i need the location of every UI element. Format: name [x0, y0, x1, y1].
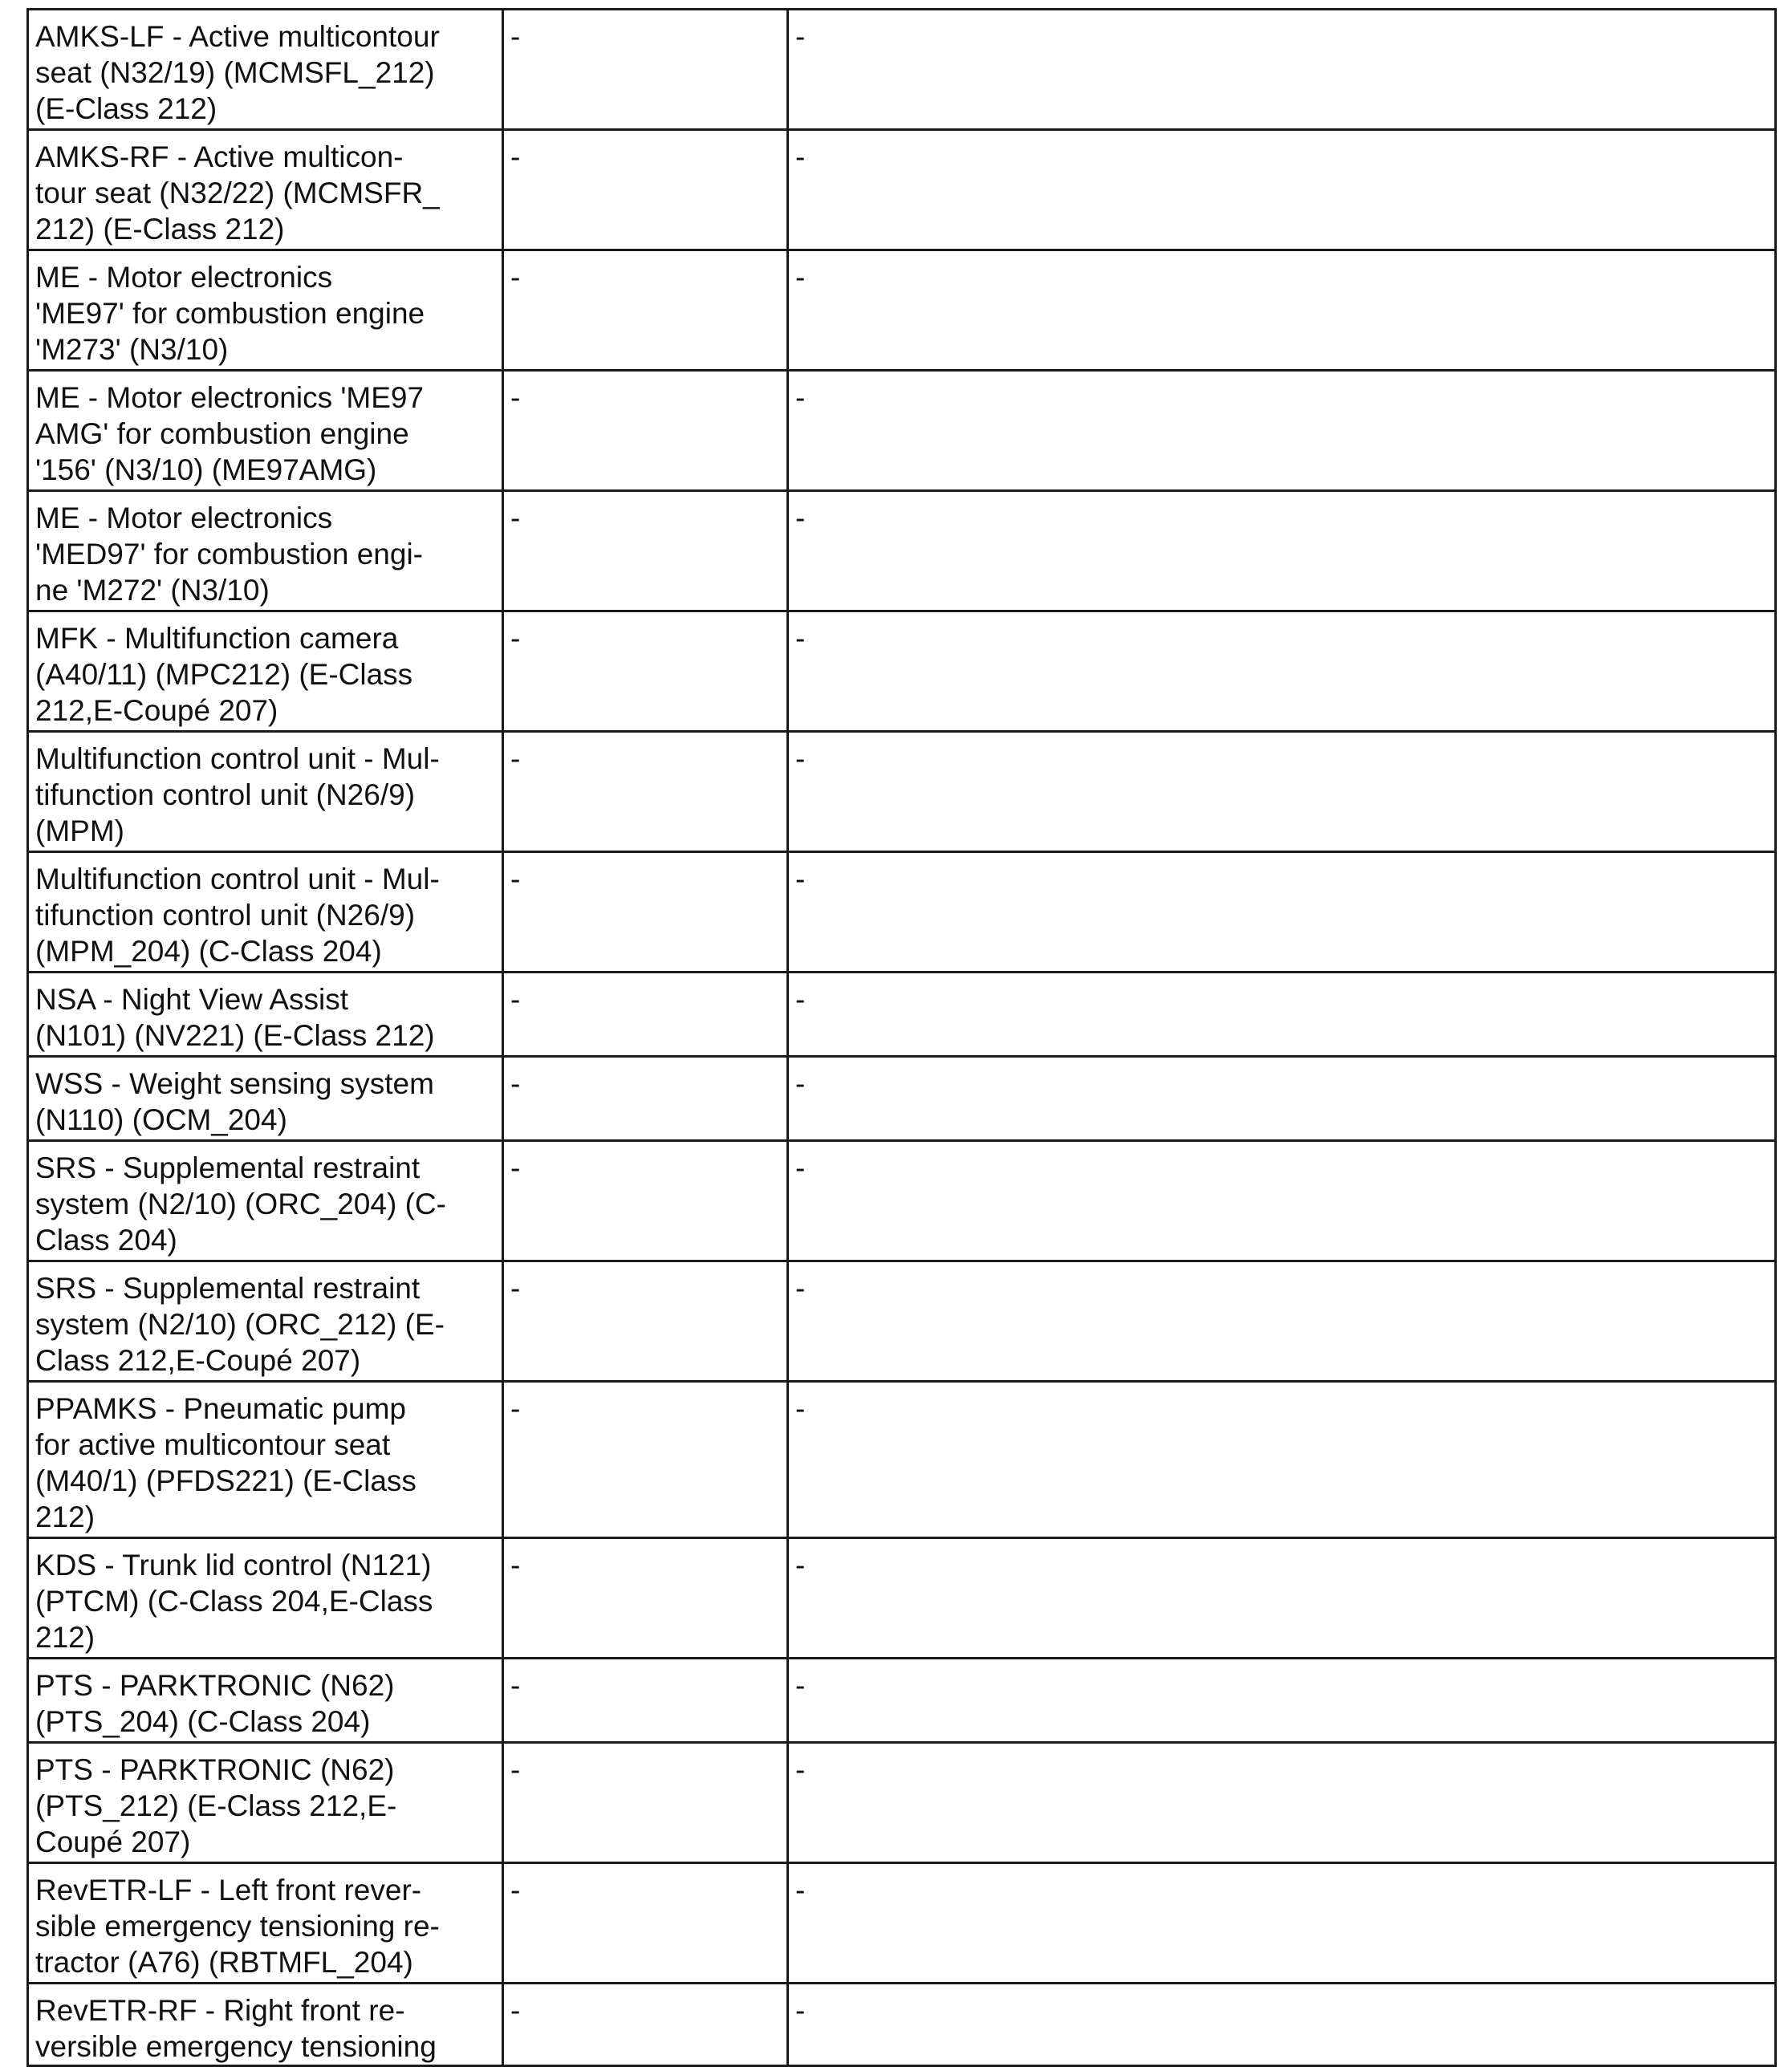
table-row — [28, 973, 1776, 1057]
control-unit-cell — [28, 1538, 503, 1659]
cell-text-line: (M40/1) (PFDS221) (E-Class — [35, 1464, 417, 1497]
cell-text-line: tour seat (N32/22) (MCMSFR_ — [35, 177, 440, 209]
table-row — [28, 1743, 1776, 1863]
value-cell: - — [788, 611, 1776, 732]
table-row — [28, 491, 1776, 611]
value-cell: - — [503, 491, 788, 611]
cell-text-line: (MPM) — [35, 814, 124, 847]
control-unit-cell — [28, 130, 503, 250]
value-cell: - — [788, 1984, 1776, 2066]
table-row — [28, 1984, 1776, 2066]
control-unit-cell — [28, 1743, 503, 1863]
cell-text-line: ME - Motor electronics — [35, 261, 333, 294]
cell-text-line: 212) — [35, 1621, 95, 1654]
value-cell: - — [503, 611, 788, 732]
control-unit-cell — [28, 1057, 503, 1141]
cell-text-line: 'MED97' for combustion engi- — [35, 538, 424, 571]
cell-text-line: (N110) (OCM_204) — [35, 1103, 287, 1136]
cell-text-line: sible emergency tensioning re- — [35, 1910, 440, 1943]
cell-text-line: PTS - PARKTRONIC (N62) — [35, 1669, 395, 1702]
value-cell: - — [503, 1538, 788, 1659]
cell-text-line: system (N2/10) (ORC_204) (C- — [35, 1188, 446, 1220]
control-unit-cell — [28, 1261, 503, 1382]
cell-text-line: ME - Motor electronics 'ME97 — [35, 381, 425, 414]
cell-text-line: '156' (N3/10) (ME97AMG) — [35, 453, 377, 486]
table-row — [28, 1141, 1776, 1261]
cell-text-line: (PTS_204) (C-Class 204) — [35, 1705, 371, 1738]
cell-text-line: (PTCM) (C-Class 204,E-Class — [35, 1585, 433, 1618]
cell-text-line: system (N2/10) (ORC_212) (E- — [35, 1308, 445, 1341]
value-cell: - — [788, 1659, 1776, 1743]
cell-text-line: AMKS-LF - Active multicontour — [35, 20, 440, 53]
control-unit-cell — [28, 611, 503, 732]
cell-text-line: 212) — [35, 1501, 95, 1533]
table-row — [28, 1659, 1776, 1743]
cell-text-line: WSS - Weight sensing system — [35, 1067, 434, 1100]
cell-text-line: Class 212,E-Coupé 207) — [35, 1344, 361, 1377]
value-cell: - — [503, 130, 788, 250]
value-cell: - — [788, 10, 1776, 130]
cell-text-line: seat (N32/19) (MCMSFL_212) — [35, 56, 435, 89]
cell-text-line: PTS - PARKTRONIC (N62) — [35, 1753, 395, 1786]
cell-text-line: (PTS_212) (E-Class 212,E- — [35, 1789, 397, 1822]
table-row — [28, 611, 1776, 732]
cell-text-line: (A40/11) (MPC212) (E-Class — [35, 658, 413, 691]
value-cell: - — [788, 1261, 1776, 1382]
control-unit-cell — [28, 1382, 503, 1538]
value-cell: - — [788, 852, 1776, 973]
table-row — [28, 1261, 1776, 1382]
value-cell: - — [788, 1863, 1776, 1984]
value-cell: - — [503, 852, 788, 973]
cell-text-line: tifunction control unit (N26/9) — [35, 899, 416, 932]
value-cell: - — [788, 973, 1776, 1057]
cell-text-line: Coupé 207) — [35, 1825, 191, 1858]
value-cell: - — [788, 491, 1776, 611]
value-cell: - — [788, 371, 1776, 491]
value-cell: - — [503, 250, 788, 371]
value-cell: - — [788, 1141, 1776, 1261]
cell-text-line: Multifunction control unit - Mul- — [35, 742, 440, 775]
value-cell: - — [503, 1659, 788, 1743]
cell-text-line: KDS - Trunk lid control (N121) — [35, 1549, 432, 1582]
cell-text-line: Multifunction control unit - Mul- — [35, 863, 440, 895]
value-cell: - — [788, 1057, 1776, 1141]
cell-text-line: 212) (E-Class 212) — [35, 213, 285, 246]
value-cell: - — [788, 732, 1776, 852]
cell-text-line: 'M273' (N3/10) — [35, 333, 229, 366]
cell-text-line: AMKS-RF - Active multicon- — [35, 140, 404, 173]
cell-text-line: MFK - Multifunction camera — [35, 622, 399, 655]
table-row — [28, 1382, 1776, 1538]
control-unit-cell — [28, 1863, 503, 1984]
cell-text-line: for active multicontour seat — [35, 1428, 391, 1461]
cell-text-line: AMG' for combustion engine — [35, 417, 409, 450]
cell-text-line: 212,E-Coupé 207) — [35, 694, 278, 727]
value-cell: - — [503, 1057, 788, 1141]
cell-text-line: RevETR-RF - Right front re- — [35, 1994, 405, 2027]
cell-text-line: (E-Class 212) — [35, 92, 217, 125]
value-cell: - — [503, 1382, 788, 1538]
cell-text-line: NSA - Night View Assist — [35, 983, 349, 1016]
value-cell: - — [788, 1743, 1776, 1863]
control-unit-cell — [28, 250, 503, 371]
control-unit-cell — [28, 973, 503, 1057]
table-row — [28, 1538, 1776, 1659]
cell-text-line: ME - Motor electronics — [35, 502, 333, 534]
table-row — [28, 130, 1776, 250]
control-unit-cell — [28, 1659, 503, 1743]
value-cell: - — [788, 1382, 1776, 1538]
value-cell: - — [503, 1984, 788, 2066]
table-row — [28, 10, 1776, 130]
control-unit-cell — [28, 1141, 503, 1261]
table-row — [28, 1863, 1776, 1984]
table-row — [28, 250, 1776, 371]
control-unit-cell — [28, 491, 503, 611]
table-body — [28, 10, 1776, 2066]
control-unit-cell — [28, 1984, 503, 2066]
control-unit-table — [26, 8, 1777, 2067]
control-unit-cell — [28, 371, 503, 491]
cell-text-line: SRS - Supplemental restraint — [35, 1151, 421, 1184]
cell-text-line: (N101) (NV221) (E-Class 212) — [35, 1019, 435, 1052]
table-row — [28, 371, 1776, 491]
value-cell: - — [503, 1261, 788, 1382]
cell-text-line: 'ME97' for combustion engine — [35, 297, 425, 330]
value-cell: - — [503, 1743, 788, 1863]
value-cell: - — [503, 10, 788, 130]
table-row — [28, 732, 1776, 852]
control-unit-cell — [28, 732, 503, 852]
cell-text-line: RevETR-LF - Left front rever- — [35, 1874, 422, 1907]
value-cell: - — [503, 973, 788, 1057]
value-cell: - — [788, 1538, 1776, 1659]
table-row — [28, 1057, 1776, 1141]
cell-text-line: tractor (A76) (RBTMFL_204) — [35, 1946, 413, 1979]
value-cell: - — [503, 1141, 788, 1261]
cell-text-line: ne 'M272' (N3/10) — [35, 574, 270, 607]
cell-text-line: Class 204) — [35, 1224, 177, 1257]
cell-text-line: tifunction control unit (N26/9) — [35, 778, 416, 811]
control-unit-cell — [28, 10, 503, 130]
value-cell: - — [503, 371, 788, 491]
table-row — [28, 852, 1776, 973]
cell-text-line: PPAMKS - Pneumatic pump — [35, 1392, 406, 1425]
value-cell: - — [503, 732, 788, 852]
value-cell: - — [788, 250, 1776, 371]
cell-text-line: versible emergency tensioning — [35, 2030, 437, 2063]
control-unit-cell — [28, 852, 503, 973]
value-cell: - — [788, 130, 1776, 250]
cell-text-line: SRS - Supplemental restraint — [35, 1272, 421, 1305]
cell-text-line: (MPM_204) (C-Class 204) — [35, 935, 382, 968]
value-cell: - — [503, 1863, 788, 1984]
